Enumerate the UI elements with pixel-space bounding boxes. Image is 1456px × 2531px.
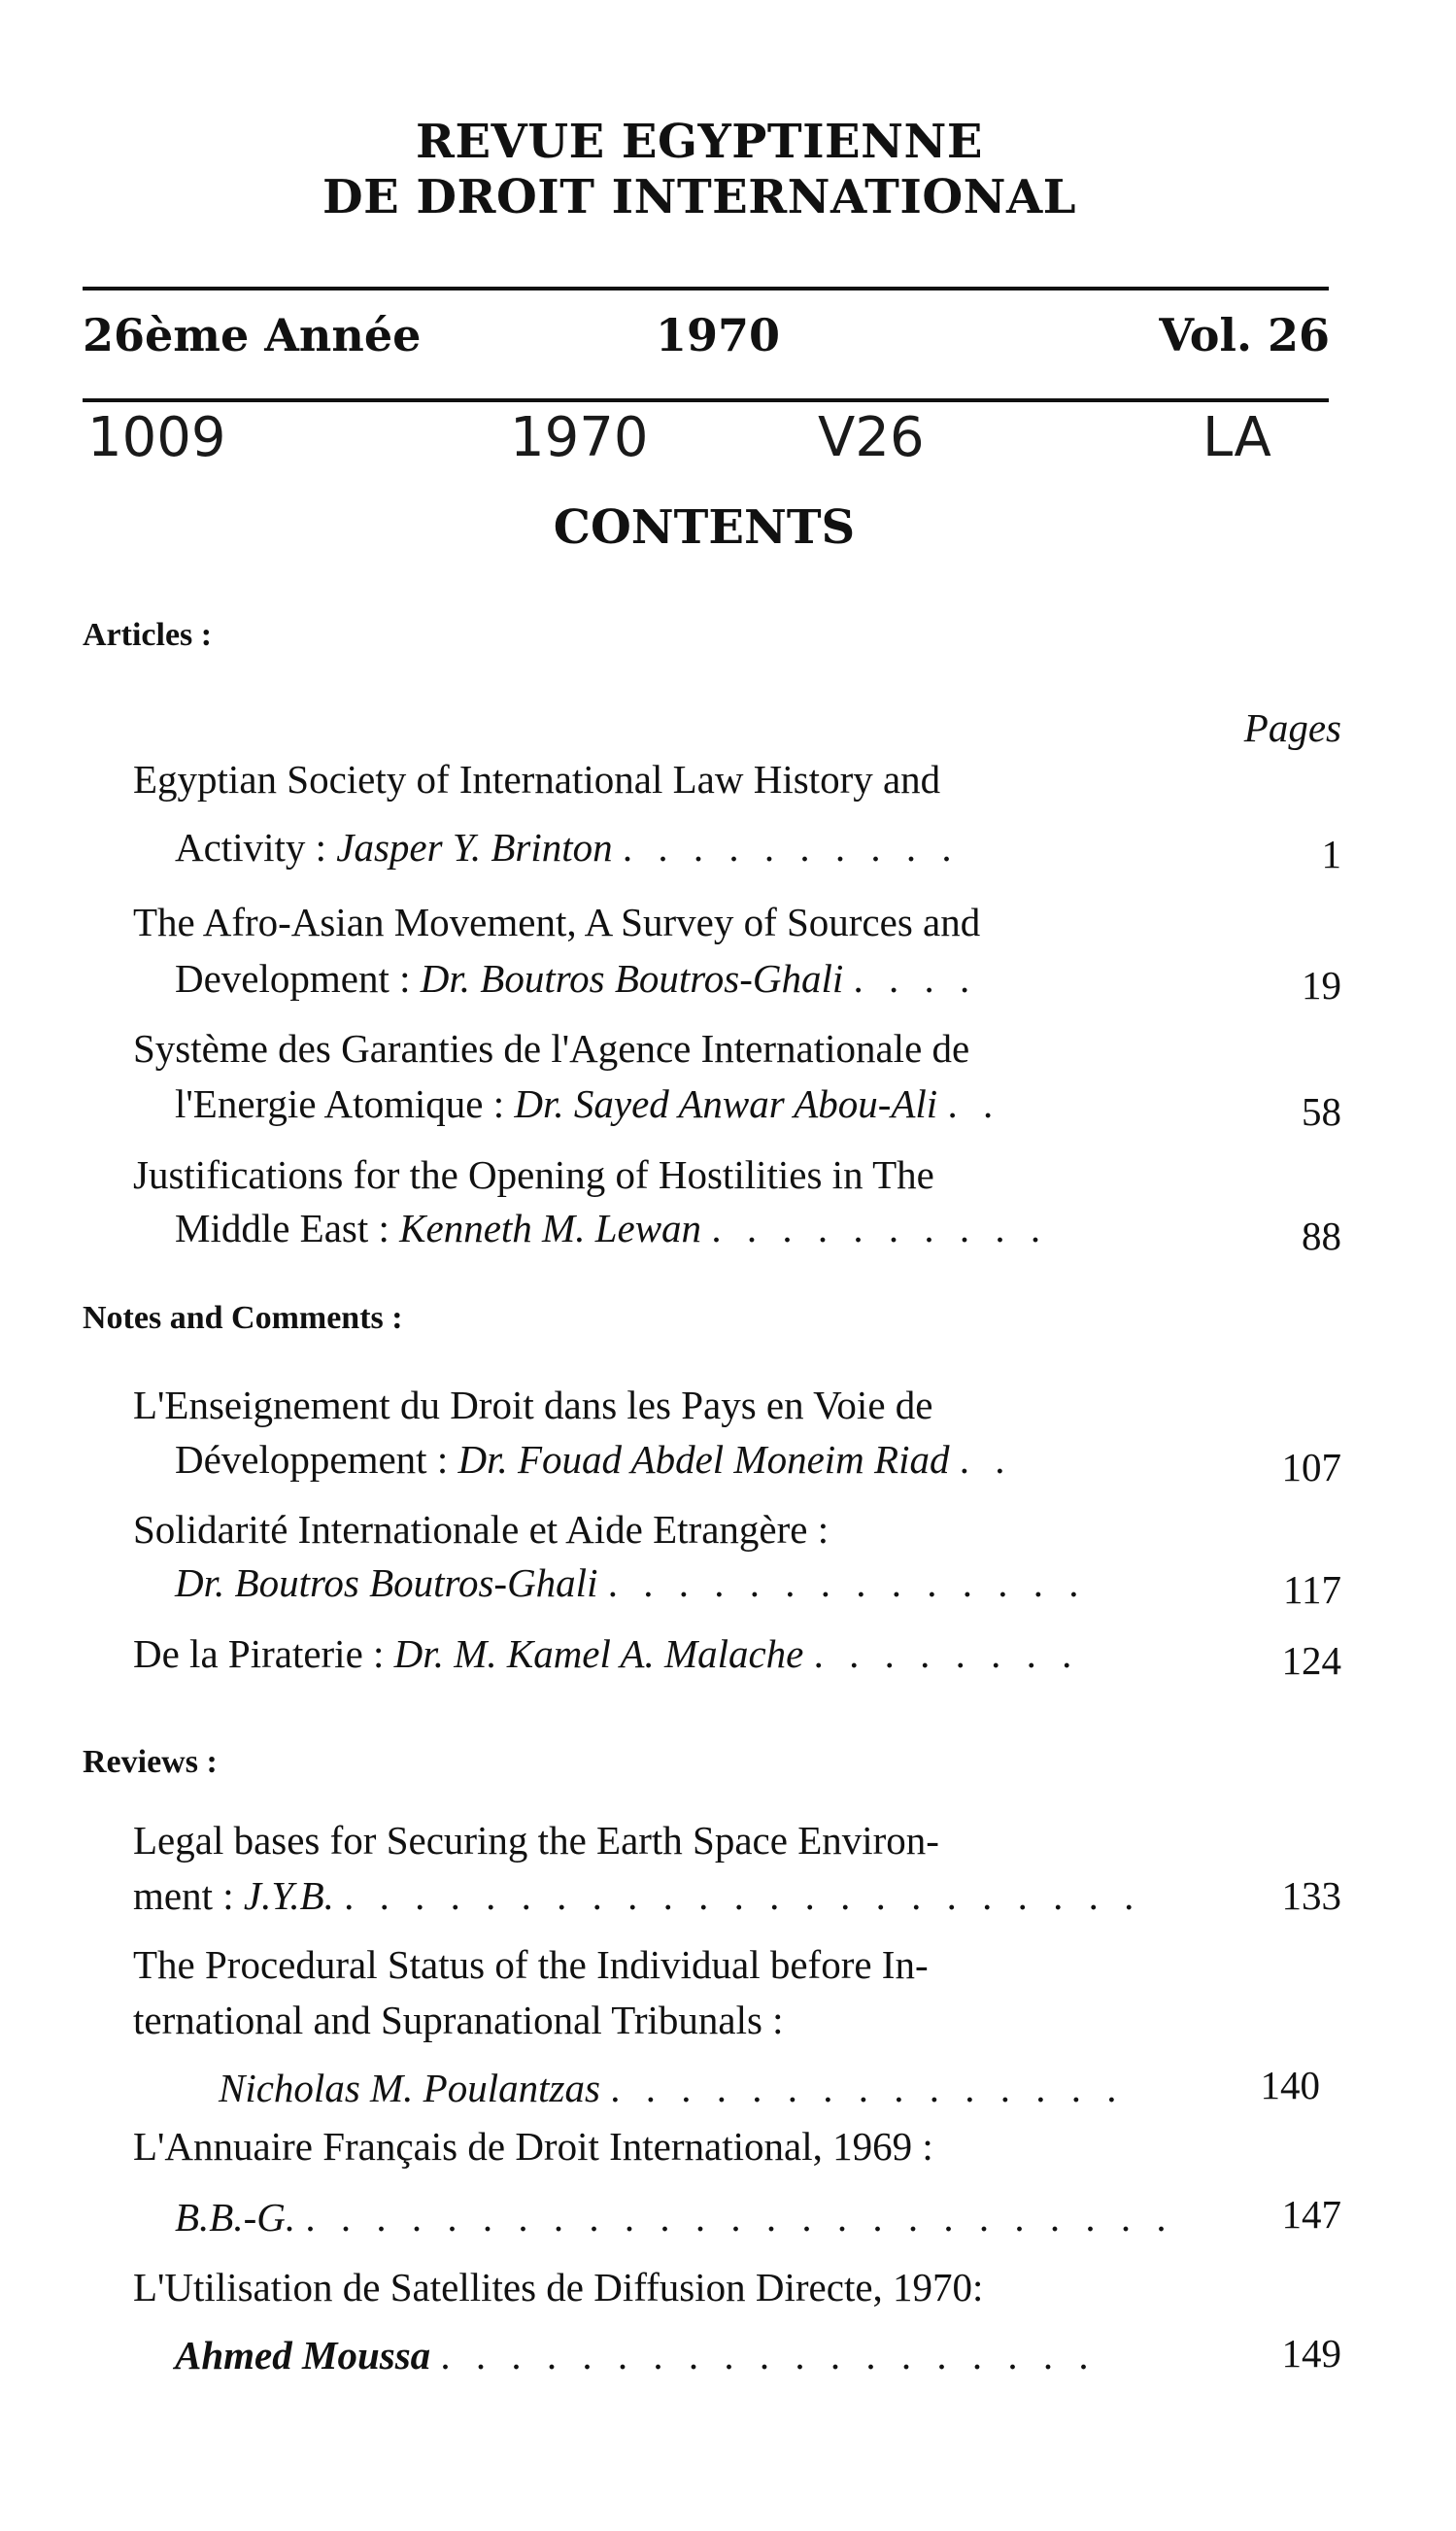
entry-author-line bbox=[175, 2332, 1097, 2378]
entry-title-cont bbox=[175, 1559, 1086, 1606]
publication-year: 1970 bbox=[656, 309, 781, 361]
leader-dots: . . . . . . . . . . . . . . . bbox=[610, 2066, 1125, 2110]
leader-dots: . . . . . . . . . . bbox=[711, 1206, 1049, 1250]
entry-author: Kenneth M. Lewan bbox=[399, 1206, 702, 1250]
entry-author: Dr. Boutros Boutros-Ghali bbox=[175, 1560, 598, 1605]
entry-title: L'Annuaire Français de Droit International, 1969 : bbox=[133, 2124, 933, 2169]
entry-page: 149 bbox=[1281, 2331, 1341, 2376]
entry-author: B.B.-G. bbox=[175, 2195, 296, 2240]
entry-author: Dr. M. Kamel A. Malache bbox=[393, 1631, 804, 1676]
leader-dots: . . . . . . . . . . . . . . . . . . . . . . . bbox=[344, 1873, 1142, 1918]
entry-page: 147 bbox=[1281, 2192, 1341, 2237]
entry-title: Egyptian Society of International Law History and bbox=[133, 757, 941, 802]
entry-title: Système des Garanties de l'Agence Internationale de bbox=[133, 1026, 970, 1071]
year-label: 26ème Année bbox=[83, 309, 422, 361]
entry-title: Legal bases for Securing the Earth Space Environ- bbox=[133, 1818, 939, 1863]
entry-title-tail: Development : bbox=[175, 956, 421, 1001]
entry-title-cont bbox=[175, 824, 960, 871]
leader-dots: . . bbox=[947, 1081, 1001, 1126]
entry-author: Dr. Boutros Boutros-Ghali bbox=[420, 956, 844, 1001]
pages-column-label: Pages bbox=[1243, 705, 1341, 750]
entry-title-tail: l'Energie Atomique : bbox=[175, 1081, 515, 1126]
entry-page: 140 bbox=[1260, 2063, 1320, 2107]
top-rule bbox=[83, 287, 1329, 291]
entry-title-cont bbox=[175, 955, 977, 1002]
entry-author: Dr. Sayed Anwar Abou-Ali bbox=[514, 1081, 938, 1126]
entry-author: J.Y.B. bbox=[243, 1873, 334, 1918]
entry-title-tail: Activity : bbox=[175, 825, 337, 870]
entry-title: Justifications for the Opening of Hostilities in The bbox=[133, 1152, 934, 1197]
entry-page: 58 bbox=[1302, 1089, 1341, 1134]
section-notes-and-comments: Notes and Comments : bbox=[83, 1300, 403, 1336]
entry-author: Ahmed Moussa bbox=[175, 2333, 431, 2377]
entry-author-line bbox=[175, 2194, 1174, 2240]
entry-title-cont: ternational and Supranational Tribunals : bbox=[133, 1998, 784, 2042]
leader-dots: . . bbox=[959, 1437, 1013, 1482]
entry-title-cont bbox=[175, 1205, 1048, 1251]
leader-dots: . . . . . . . . . . . . . . bbox=[607, 1560, 1087, 1605]
entry-title-cont bbox=[175, 1436, 1012, 1483]
entry-title: The Procedural Status of the Individual before In- bbox=[133, 1942, 929, 1987]
contents-heading: CONTENTS bbox=[553, 500, 856, 555]
section-articles: Articles : bbox=[83, 617, 213, 653]
leader-dots: . . . . bbox=[853, 956, 978, 1001]
entry-author: Jasper Y. Brinton bbox=[336, 825, 613, 870]
entry-title-cont bbox=[133, 1872, 1141, 1919]
entry-page: 88 bbox=[1302, 1214, 1341, 1258]
entry-title-tail: ment : bbox=[133, 1873, 244, 1918]
entry-title: L'Utilisation de Satellites de Diffusion Directe, 1970: bbox=[133, 2265, 984, 2309]
entry-author: Dr. Fouad Abdel Moneim Riad bbox=[457, 1437, 950, 1482]
handwritten-note-4: LA bbox=[1202, 406, 1271, 469]
entry-title: Solidarité Internationale et Aide Etrangère : bbox=[133, 1507, 830, 1552]
entry-page: 124 bbox=[1281, 1638, 1341, 1683]
bottom-rule bbox=[83, 398, 1329, 402]
entry-page: 107 bbox=[1281, 1445, 1341, 1489]
entry-title bbox=[133, 1630, 1079, 1677]
entry-author: Nicholas M. Poulantzas bbox=[219, 2066, 600, 2110]
section-reviews: Reviews : bbox=[83, 1744, 218, 1780]
volume-number: Vol. 26 bbox=[1159, 309, 1330, 361]
entry-title-cont bbox=[175, 1080, 1000, 1127]
leader-dots: . . . . . . . . . . . . . . . . . . . bbox=[440, 2333, 1097, 2377]
entry-title-text: De la Piraterie : bbox=[133, 1631, 394, 1676]
entry-author-line bbox=[219, 2065, 1124, 2111]
handwritten-note-2: 1970 bbox=[510, 406, 649, 469]
leader-dots: . . . . . . . . . . . . . . . . . . . . . . . . . bbox=[305, 2195, 1174, 2240]
entry-page: 133 bbox=[1281, 1873, 1341, 1918]
entry-page: 1 bbox=[1321, 832, 1341, 876]
journal-title-line1: REVUE EGYPTIENNE bbox=[416, 115, 983, 169]
entry-title-tail: Middle East : bbox=[175, 1206, 400, 1250]
leader-dots: . . . . . . . . bbox=[813, 1631, 1080, 1676]
handwritten-note-3: V26 bbox=[818, 406, 925, 469]
entry-title: The Afro-Asian Movement, A Survey of Sources and bbox=[133, 900, 981, 944]
entry-title: L'Enseignement du Droit dans les Pays en Voie de bbox=[133, 1383, 933, 1427]
leader-dots: . . . . . . . . . . bbox=[622, 825, 960, 870]
handwritten-note-1: 1009 bbox=[87, 406, 226, 469]
entry-page: 19 bbox=[1302, 963, 1341, 1008]
entry-page: 117 bbox=[1283, 1567, 1341, 1612]
entry-title-tail: Développement : bbox=[175, 1437, 458, 1482]
journal-title-line2: DE DROIT INTERNATIONAL bbox=[322, 170, 1076, 224]
